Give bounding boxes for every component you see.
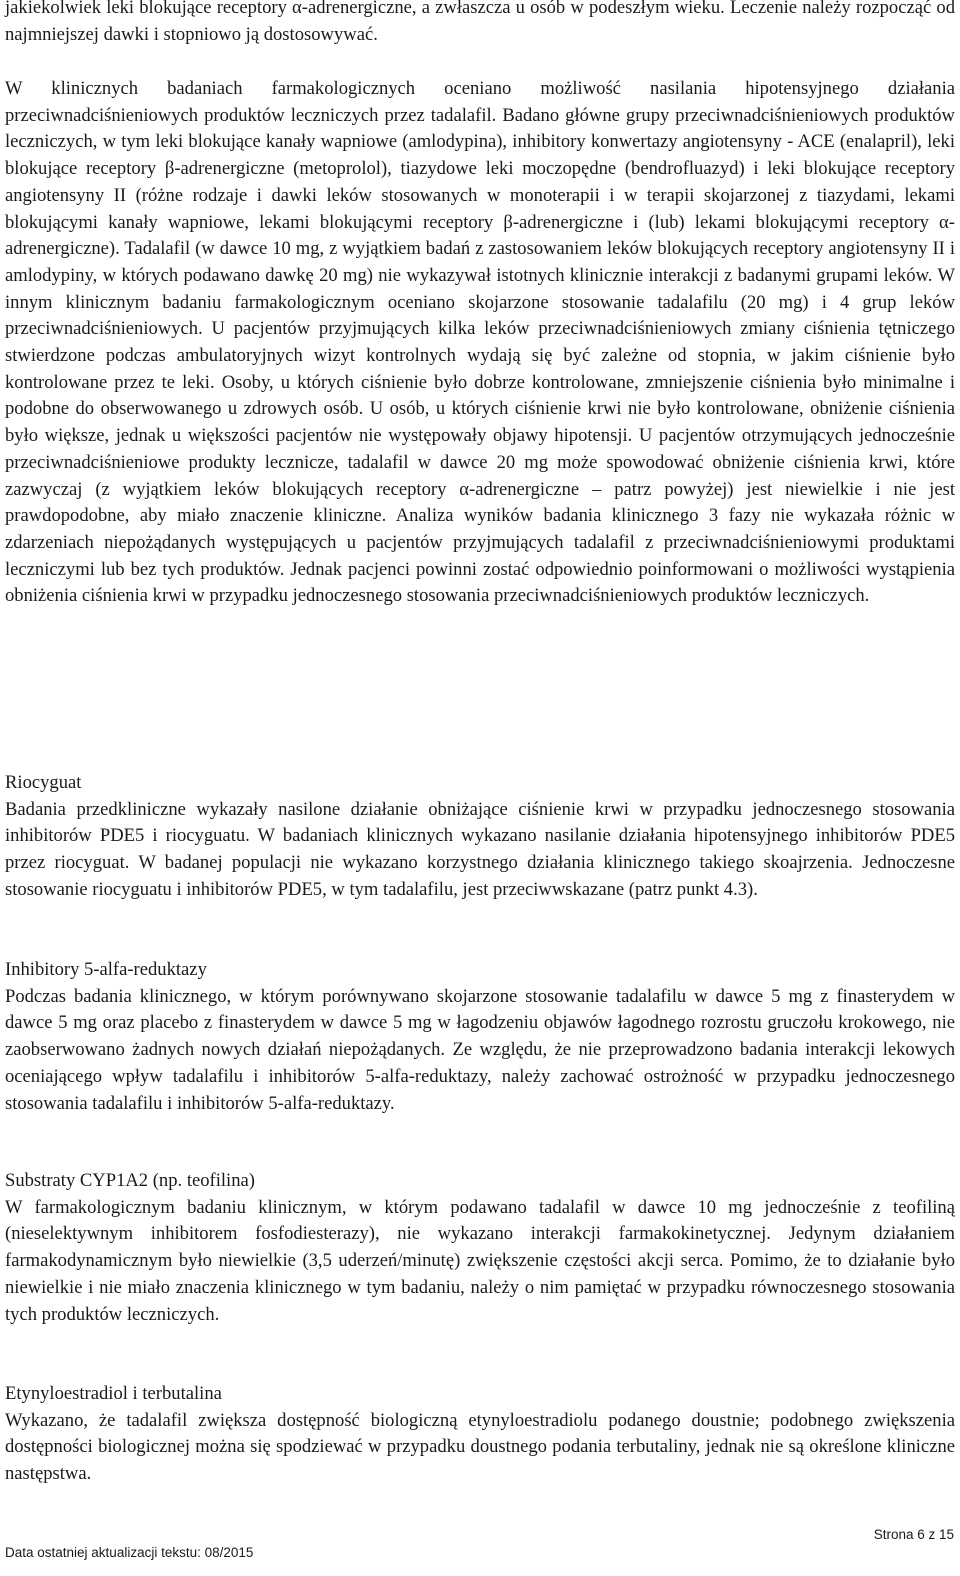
- last-updated-note: Data ostatniej aktualizacji tekstu: 08/2015: [5, 1545, 254, 1560]
- section-5-alpha-reductase: [5, 957, 955, 1117]
- section-ethinylestradiol: [5, 1381, 955, 1488]
- page-number: Strona 6 z 15: [873, 1527, 954, 1542]
- section-cyp1a2: [5, 1168, 955, 1328]
- section-title: Riocyguat: [5, 772, 82, 793]
- antihypertensive-paragraph: W klinicznych badaniach farmakologicznych oceniano możliwość nasilania hipotensyjnego działania przeciwnadciśnieniowych produktów leczniczych przez tadalafil. Badano główne grupy przeciwnadciśnieniowych produktów leczniczych, w tym leki blokujące kanały wapniowe (amlodypina), inhibitory konwertazy angiotensyny - ACE (enalapril), leki blokujące receptory β-adrenergiczne (metoprolol), tiazydowe leki moczopędne (bendrofluazyd) i leki blokujące receptory angiotensyny II (różne rodzaje i dawki leków stosowanych w monoterapii i w terapii skojarzonej z tiazydami, lekami blokującymi kanały wapniowe, lekami blokującymi receptory β-adrenergiczne i (lub) lekami blokującymi receptory α-adrenergiczne). Tadalafil (w dawce 10 mg, z wyjątkiem badań z zastosowaniem leków blokujących receptory angiotensyny II i amlodypiny, w których podawano dawkę 20 mg) nie wykazywał istotnych klinicznie interakcji z badanymi grupami leków. W innym klinicznym badaniu farmakologicznym oceniano skojarzone stosowanie tadalafilu (20 mg) i 4 grup leków przeciwnadciśnieniowych. U pacjentów przyjmujących kilka leków przeciwnadciśnieniowych zmiany ciśnienia tętniczego stwierdzone podczas ambulatoryjnych wizyt kontrolnych wydają się być zależne od stopnia, w jakim ciśnienie było kontrolowane przez te leki. Osoby, u których ciśnienie było dobrze kontrolowane, zmniejszenie ciśnienia było minimalne i podobne do obserwowanego u zdrowych osób. U osób, u których ciśnienie krwi nie było kontrolowane, obniżenie ciśnienia było większe, jednak u większości pacjentów nie występowały objawy hipotensji. U pacjentów otrzymujących jednocześnie przeciwnadciśnieniowe produkty lecznicze, tadalafil w dawce 20 mg może spowodować obniżenie ciśnienia krwi, które zazwyczaj (z wyjątkiem leków blokujących receptory α-adrenergiczne – patrz powyżej) jest niewielkie i nie jest prawdopodobne, aby miało znaczenie kliniczne. Analiza wyników badania klinicznego 3 fazy nie wykazała różnic w zdarzeniach niepożądanych występujących u pacjentów przyjmujących tadalafil z przeciwnadciśnieniowymi produktami leczniczymi lub bez tych produktów. Jednak pacjenci powinni zostać odpowiednio poinformowani o możliwości wystąpienia obniżenia ciśnienia krwi w przypadku jednoczesnego stosowania przeciwnadciśnieniowych produktów leczniczych.: [5, 78, 955, 607]
- section-body: Wykazano, że tadalafil zwiększa dostępność biologiczną etynyloestradiolu podanego doustnie; podobnego zwiększenia dostępności biologicznej można się spodziewać w przypadku doustnego podania terbutaliny, jednak nie są określone kliniczne następstwa.: [5, 1409, 955, 1485]
- section-riocyguat: [5, 770, 955, 904]
- section-title: Inhibitory 5-alfa-reduktazy: [5, 959, 207, 980]
- section-body: W farmakologicznym badaniu klinicznym, w którym podawano tadalafil w dawce 10 mg jednocześnie z teofiliną (nieselektywnym inhibitorem fosfodiesterazy), nie wykazano interakcji farmakokinetycznej. Jedynym działaniem farmakodynamicznym było niewielkie (3,5 uderzeń/minutę) zwiększenie częstości akcji serca. Pomimo, że to działanie było niewielkie i nie miało znaczenia klinicznego w tym badaniu, należy o nim pamiętać w przypadku równoczesnego stosowania tych produktów leczniczych.: [5, 1196, 955, 1325]
- intro-paragraph: jakiekolwiek leki blokujące receptory α-adrenergiczne, a zwłaszcza u osób w podeszłym wieku. Leczenie należy rozpocząć od najmniejszej dawki i stopniowo ją dostosowywać.: [5, 0, 955, 45]
- section-title: Substraty CYP1A2 (np. teofilina): [5, 1170, 255, 1191]
- section-body: Badania przedkliniczne wykazały nasilone działanie obniżające ciśnienie krwi w przypadku jednoczesnego stosowania inhibitorów PDE5 i riocyguatu. W badaniach klinicznych wykazano nasilanie działania hipotensyjnego inhibitorów PDE5 przez riocyguat. W badanej populacji nie wykazano korzystnego działania klinicznego takiego skoajrzenia. Jednoczesne stosowanie riocyguatu i inhibitorów PDE5, w tym tadalafilu, jest przeciwwskazane (patrz punkt 4.3).: [5, 798, 955, 900]
- section-body: Podczas badania klinicznego, w którym porównywano skojarzone stosowanie tadalafilu w dawce 5 mg z finasterydem w dawce 5 mg oraz placebo z finasterydem w dawce 5 mg w łagodzeniu objawów łagodnego rozrostu gruczołu krokowego, nie zaobserwowano żadnych nowych działań niepożądanych. Ze względu, że nie przeprowadzono badania interakcji lekowych oceniającego wpływ tadalafilu i inhibitorów 5-alfa-reduktazy, należy zachować ostrożność w przypadku jednoczesnego stosowania tadalafilu i inhibitorów 5-alfa-reduktazy.: [5, 985, 955, 1114]
- section-title: Etynyloestradiol i terbutalina: [5, 1383, 222, 1404]
